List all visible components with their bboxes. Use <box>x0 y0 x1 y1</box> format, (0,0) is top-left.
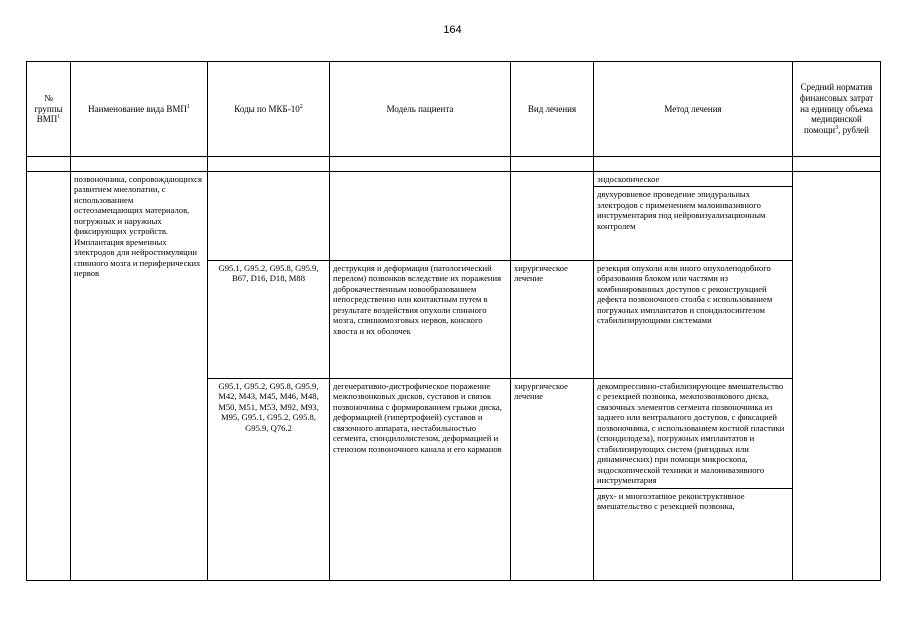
header-group-number: № группы ВМП$^1$ <box>27 62 71 157</box>
header-treatment-method: Метод лечения <box>594 62 793 157</box>
codes-cell: G95.1, G95.2, G95.8, G95.9, M42, M43, M45, M46, M48, M50, M51, M53, M92, M93, M95, G95.1, G95.2, G95.8, G95.9, Q76.2 <box>208 379 330 581</box>
page-number: 164 <box>443 24 462 36</box>
method-cell <box>594 172 793 261</box>
header-treatment-type: Вид лечения <box>511 62 594 157</box>
treatment-cell: хирургическое лечение <box>511 261 594 379</box>
header-row <box>27 62 881 157</box>
model-cell: деструкция и деформация (патологический перелом) позвонков вследствие их поражения доброкачественным новообразованием непосредственно или контактным путем в результате воздействия опухоли спинного мозга, спинномозговых нервов, конского хвоста и их оболочек <box>330 261 511 379</box>
method-text: декомпрессивно-стабилизирующее вмешательство с резекцией позвонка, межпозвонкового диска, связочных элементов сегмента позвоночника из заднего или вентрального доступов, с фиксацией позвоночника, с использованием костной пластики (спондилодеза), погружных имплантатов и стабилизирующих систем (ригидных или динамических) при помощи микроскопа, эндоскопической техники и малоинвазивного инструментария <box>597 381 785 486</box>
codes-cell: G95.1, G95.2, G95.8, G95.9, B67, D16, D18, M88 <box>208 261 330 379</box>
table-row <box>27 172 881 261</box>
header-patient-model: Модель пациента <box>330 62 511 157</box>
method-cell: резекция опухоли или иного опухолеподобного образования блоком или частями из комбинированных доступов с реконструкцией дефекта позвоночного столба с использованием погружных имплантатов и спондилосинтезом стабилизирующими системами <box>594 261 793 379</box>
header-icd-codes: Коды по МКБ-$10^2$ <box>208 62 330 157</box>
method-text: двух- и многоэтапное реконструктивное вмешательство с резекцией позвонка, <box>594 488 792 514</box>
spacer-row <box>27 157 881 172</box>
method-text: двухуровневое проведение эпидуральных электродов с применением малоинвазивного инструментария под нейровизуализационным контролем <box>594 186 792 233</box>
treatment-cell <box>511 172 594 261</box>
header-cost-norm: Средний норматив финансовых затрат на единицу объема медицинской помощи$^3$, рублей <box>793 62 881 157</box>
method-text: эндоскопическое <box>597 174 660 184</box>
treatment-cell: хирургическое лечение <box>511 379 594 581</box>
vmp-name-cell: позвоночника, сопровождающихся развитием миелопатии, с использованием остеозамещающих материалов, погружных и наружных фиксирующих устройств. Имплантация временных электродов для нейростимуляции спинного мозга и периферических нервов <box>71 172 208 581</box>
header-vmp-name: Наименование вида ВМП$^1$ <box>71 62 208 157</box>
group-number-cell <box>27 172 71 581</box>
vmp-table <box>26 61 881 581</box>
codes-cell <box>208 172 330 261</box>
method-cell <box>594 379 793 581</box>
model-cell <box>330 172 511 261</box>
cost-cell <box>793 172 881 581</box>
model-cell: дегенеративно-дистрофическое поражение межпозвонковых дисков, суставов и связок позвоночника с формированием грыжи диска, деформацией (гипертрофией) суставов и связочного аппарата, нестабильностью сегмента, спондилолистезом, деформацией и стенозом позвоночного канала и его карманов <box>330 379 511 581</box>
